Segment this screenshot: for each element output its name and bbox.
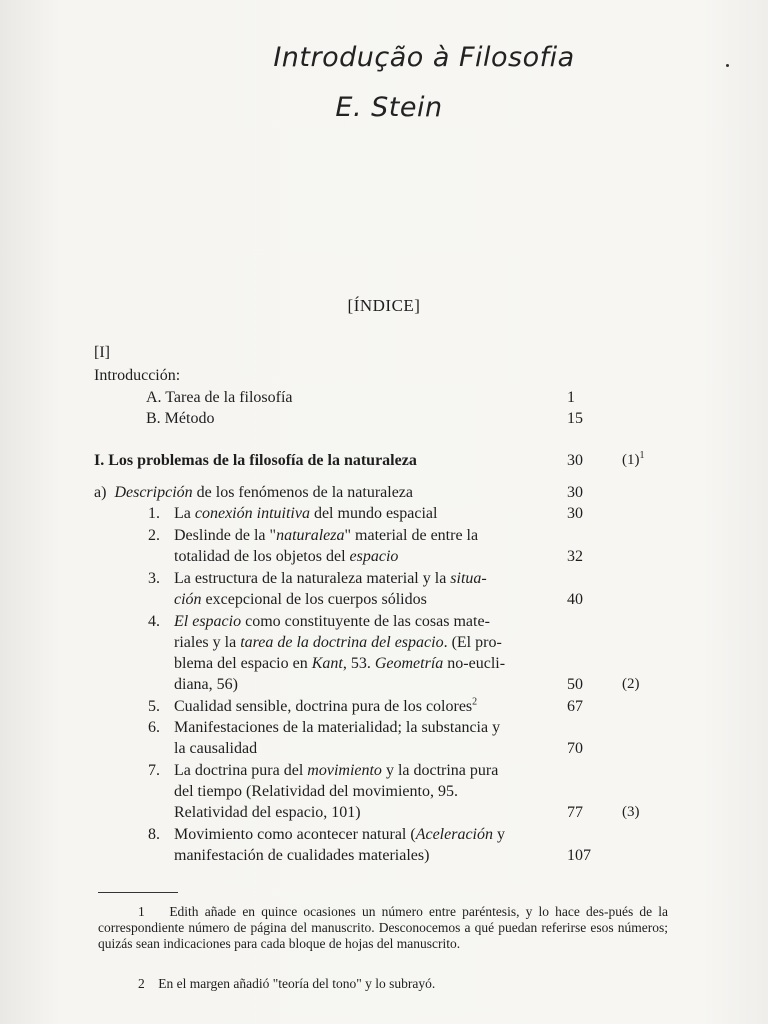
entry-6-text-line2: la causalidad	[174, 740, 258, 757]
intro-item-b: B. Método	[146, 410, 215, 427]
intro-item-a-page: 1	[567, 389, 575, 406]
entry-8-text-line2: manifestación de cualidades materiales)	[174, 847, 430, 864]
entry-2-number: 2.	[148, 527, 160, 544]
entry-3-text-line1: La estructura de la naturaleza material y la situa-	[174, 570, 487, 587]
footnote-rule	[98, 892, 178, 893]
entry-7-page: 77	[567, 804, 583, 821]
entry-7-text-line3: Relatividad del espacio, 101)	[174, 804, 361, 821]
section-1-page: 30	[567, 452, 583, 469]
section-1-title: I. Los problemas de la filosofía de la naturaleza	[94, 452, 417, 469]
intro-label: Introducción:	[94, 367, 181, 384]
entry-5-number: 5.	[148, 698, 160, 715]
entry-4-number: 4.	[148, 613, 160, 630]
entry-6-page: 70	[567, 740, 583, 757]
subsection-a-page: 30	[567, 484, 583, 501]
entry-2-text-line2: totalidad de los objetos del espacio	[174, 548, 399, 565]
entry-4-text-line1: El espacio como constituyente de las cosas mate-	[174, 613, 490, 630]
entry-4-ms-number: (2)	[622, 676, 640, 692]
footnote-1: 1 Edith añade en quince ocasiones un número entre paréntesis, y lo hace des-pués de la correspondiente número de página del manuscrito. Desconocemos a qué puedan referirse esos números; quizás sean indicaciones para cada bloque de hojas del manuscrito.	[98, 904, 668, 951]
footnote-2: 2 En el margen añadió "teoría del tono" y lo subrayó.	[138, 976, 436, 991]
entry-7-ms-number: (3)	[622, 804, 640, 820]
index-heading: [ÍNDICE]	[347, 296, 421, 315]
entry-1-text: La conexión intuitiva del mundo espacial	[174, 505, 438, 522]
scan-speck	[726, 64, 729, 67]
entry-6-text-line1: Manifestaciones de la materialidad; la substancia y	[174, 719, 501, 736]
entry-7-text-line1: La doctrina pura del movimiento y la doctrina pura	[174, 762, 499, 779]
entry-2-text-line1: Deslinde de la "naturaleza" material de entre la	[174, 527, 479, 544]
subsection-a: a) Descripción de los fenómenos de la naturaleza	[94, 484, 413, 501]
handwritten-title: Introdução à Filosofia	[273, 42, 575, 73]
entry-5-page: 67	[567, 698, 583, 715]
entry-1-number: 1.	[148, 505, 160, 522]
entry-7-number: 7.	[148, 762, 160, 779]
entry-1-page: 30	[567, 505, 583, 522]
entry-2-page: 32	[567, 548, 583, 565]
entry-3-text-line2: ción excepcional de los cuerpos sólidos	[174, 591, 427, 608]
entry-6-number: 6.	[148, 719, 160, 736]
intro-item-b-page: 15	[567, 410, 583, 427]
entry-4-text-line3: blema del espacio en Kant, 53. Geometría no-eucli-	[174, 655, 506, 672]
entry-8-page: 107	[567, 847, 591, 864]
entry-7-text-line2: del tiempo (Relatividad del movimiento, 95.	[174, 783, 458, 800]
entry-3-page: 40	[567, 591, 583, 608]
entry-4-text-line4: diana, 56)	[174, 676, 238, 693]
intro-item-a: A. Tarea de la filosofía	[146, 389, 293, 406]
entry-3-number: 3.	[148, 570, 160, 587]
page-marker: [I]	[94, 344, 110, 361]
entry-4-text-line2: riales y la tarea de la doctrina del espacio. (El pro-	[174, 634, 502, 651]
entry-4-page: 50	[567, 676, 583, 693]
section-1-ms-number: $(1)^1$	[622, 450, 645, 468]
handwritten-author: E. Stein	[335, 92, 443, 123]
entry-8-text-line1: Movimiento como acontecer natural (Aceleración y	[174, 826, 505, 843]
entry-5-text: Cualidad sensible, doctrina pura de los colores$^2$	[174, 696, 478, 715]
entry-8-number: 8.	[148, 826, 160, 843]
